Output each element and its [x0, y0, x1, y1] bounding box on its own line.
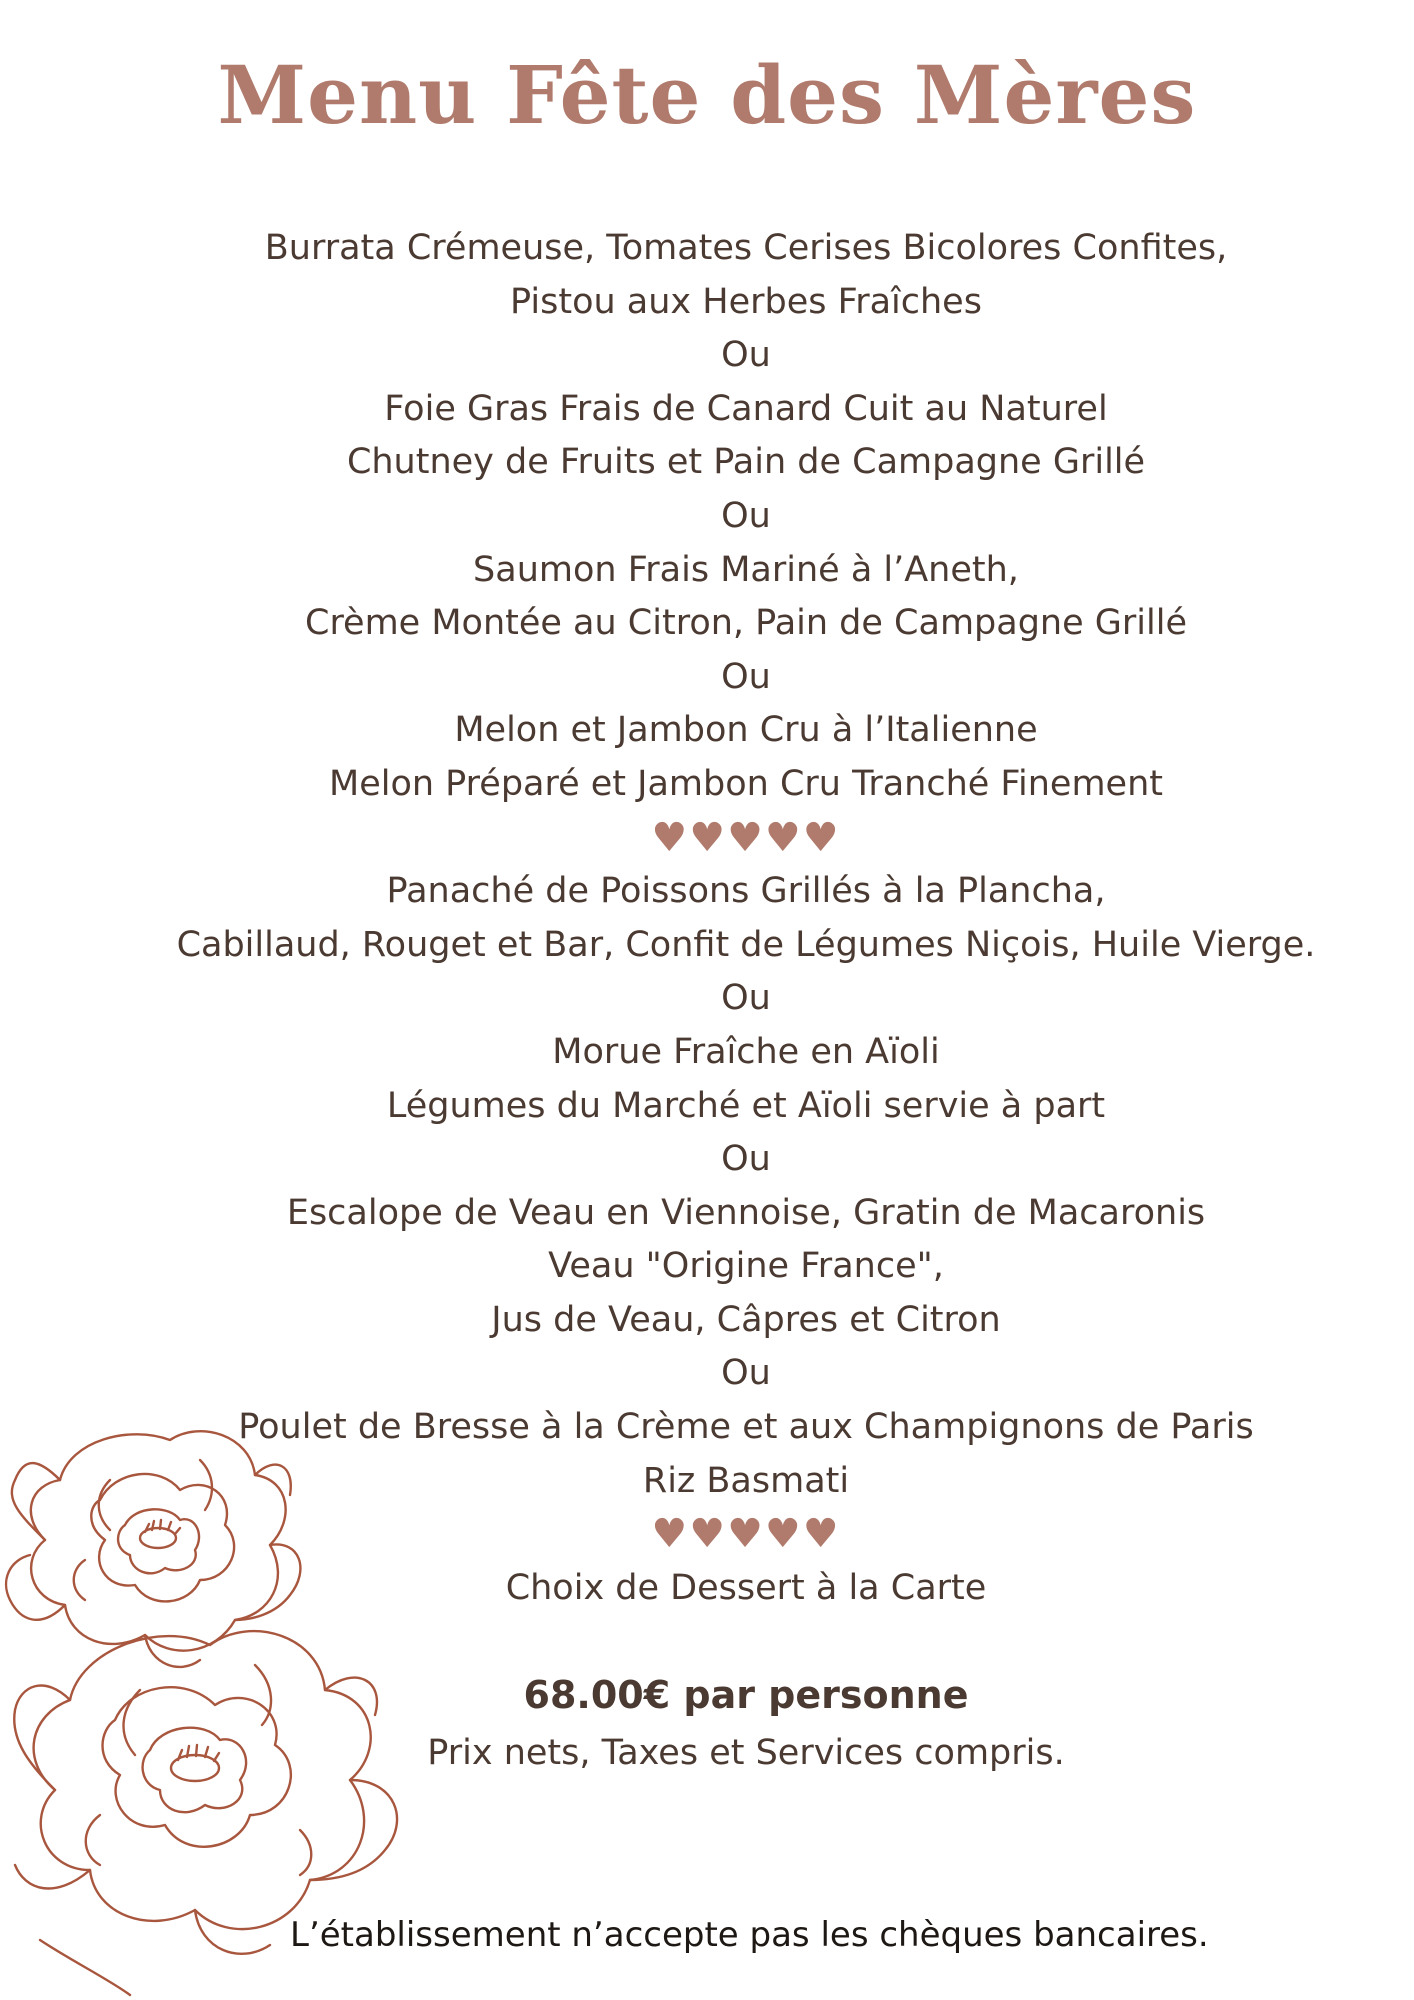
- or-separator: Ou: [721, 978, 771, 1019]
- menu-line: Veau "Origine France",: [548, 1246, 944, 1287]
- menu-line: Morue Fraîche en Aïoli: [552, 1031, 940, 1072]
- menu-line: Riz Basmati: [642, 1460, 850, 1501]
- menu-line: Pistou aux Herbes Fraîches: [510, 281, 982, 322]
- menu-line: Melon et Jambon Cru à l’Italienne: [454, 710, 1038, 751]
- menu-title: Menu Fête des Mères: [217, 48, 1197, 142]
- menu-line: Cabillaud, Rouget et Bar, Confit de Légumes Niçois, Huile Vierge.: [176, 924, 1316, 965]
- price: 68.00€ par personne: [523, 1673, 969, 1717]
- menu-line: Burrata Crémeuse, Tomates Cerises Bicolores Confites,: [264, 228, 1228, 268]
- menu-line: Jus de Veau, Câpres et Citron: [491, 1299, 1001, 1340]
- menu-course-list: [70, 222, 1414, 1615]
- hearts-separator: ♥♥♥♥♥: [651, 814, 841, 861]
- menu-line: Saumon Frais Mariné à l’Aneth,: [473, 549, 1019, 590]
- price-note: Prix nets, Taxes et Services compris.: [427, 1733, 1065, 1773]
- payment-note: L’établissement n’accepte pas les chèques bancaires.: [290, 1915, 1209, 1955]
- menu-line: Poulet de Bresse à la Crème et aux Champignons de Paris: [238, 1407, 1254, 1448]
- or-separator: Ou: [721, 495, 771, 536]
- menu-line: Chutney de Fruits et Pain de Campagne Grillé: [346, 442, 1146, 483]
- menu-line: Escalope de Veau en Viennoise, Gratin de Macaronis: [286, 1192, 1206, 1233]
- or-separator: Ou: [721, 1353, 771, 1394]
- menu-line: Légumes du Marché et Aïoli servie à part: [386, 1085, 1106, 1126]
- menu-line: Choix de Dessert à la Carte: [505, 1567, 987, 1608]
- hearts-separator: ♥♥♥♥♥: [651, 1511, 841, 1558]
- menu-line: Panaché de Poissons Grillés à la Plancha,: [386, 871, 1106, 912]
- or-separator: Ou: [721, 1139, 771, 1180]
- menu-line: Melon Préparé et Jambon Cru Tranché Finement: [329, 763, 1163, 804]
- menu-line: Foie Gras Frais de Canard Cuit au Naturel: [384, 388, 1108, 429]
- menu-line: Crème Montée au Citron, Pain de Campagne Grillé: [305, 603, 1187, 644]
- or-separator: Ou: [721, 656, 771, 697]
- or-separator: Ou: [721, 335, 771, 376]
